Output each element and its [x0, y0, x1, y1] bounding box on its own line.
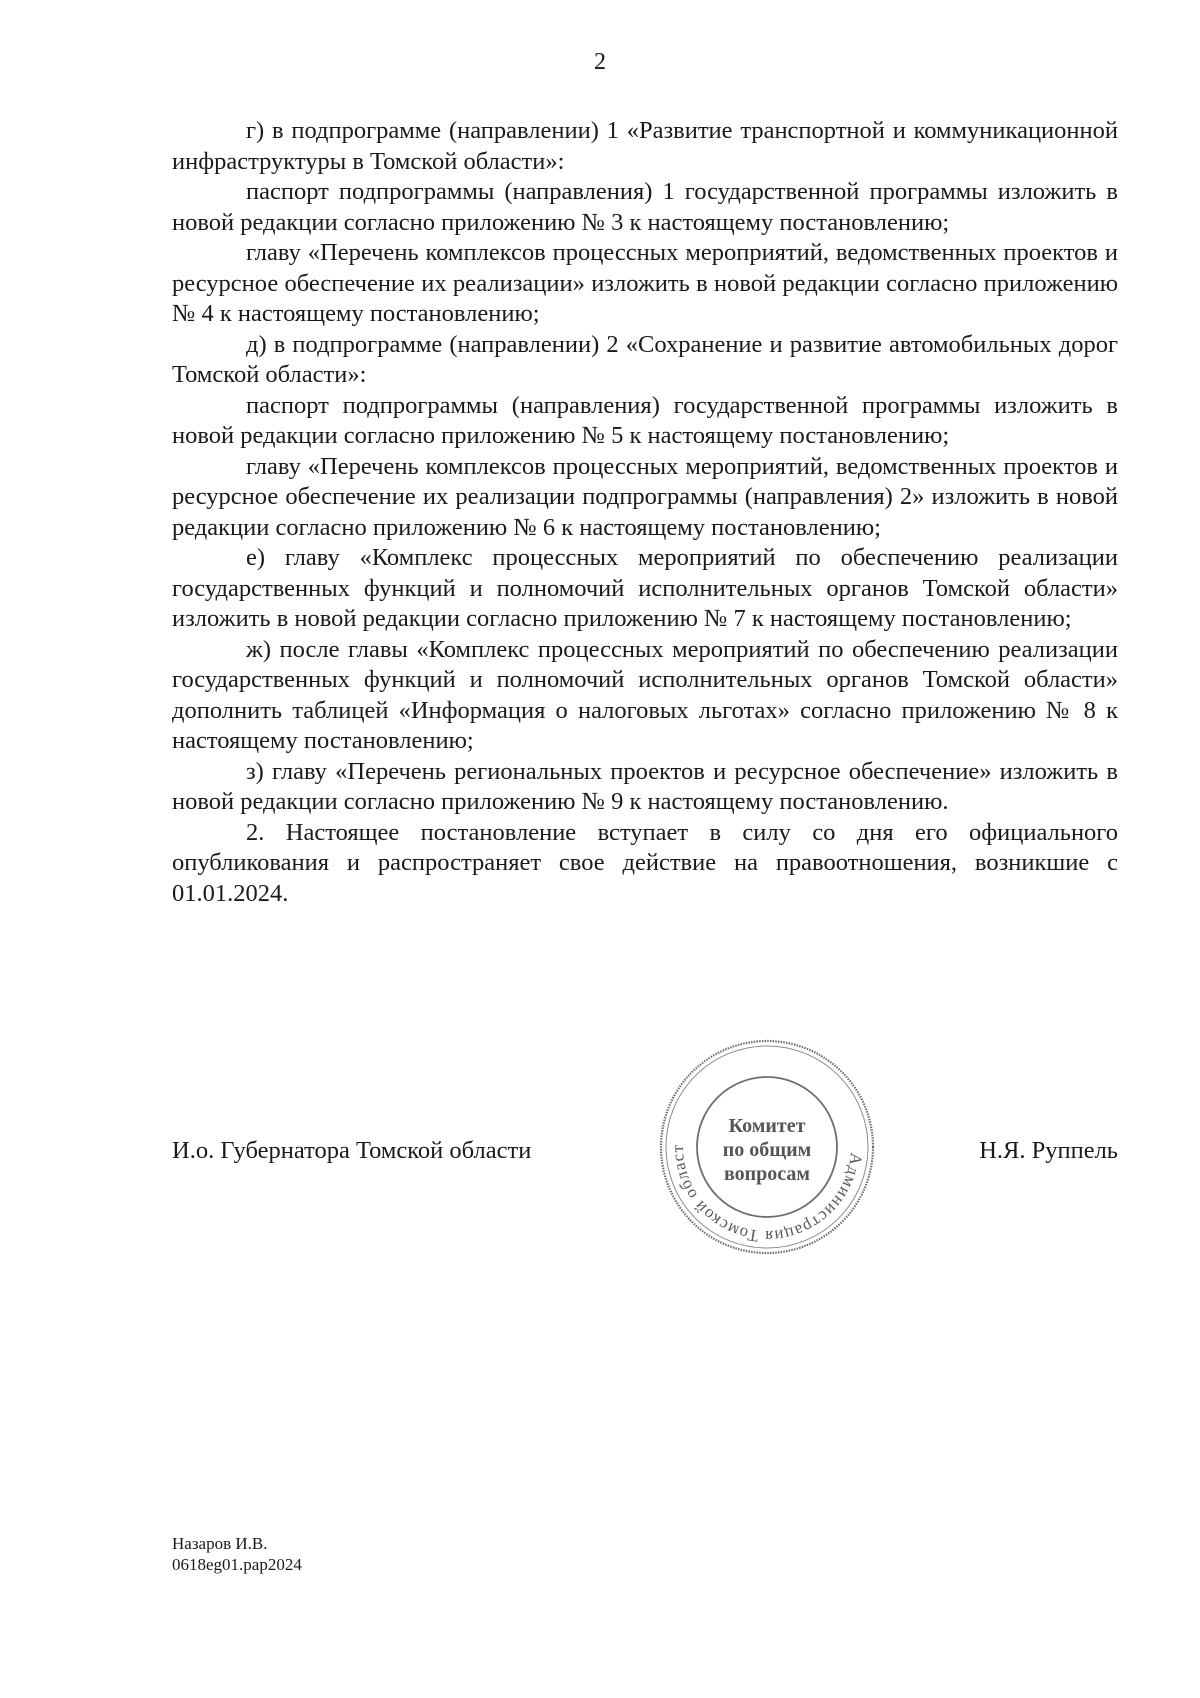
seal-graphic: [656, 1036, 878, 1258]
paragraph-chapter-complexes-1: главу «Перечень комплексов процессных мероприятий, ведомственных проектов и ресурсное обеспечение их реализации» изложить в новой редакции согласно приложению № 4 к настоящему постановлению;: [172, 239, 1118, 327]
document-body: [172, 116, 1118, 909]
executor-name: Назаров И.В.: [172, 1534, 268, 1553]
seal-inner-line-3: вопросам: [723, 1163, 811, 1185]
executor-info: [172, 1533, 302, 1575]
paragraph-chapter-complexes-2: главу «Перечень комплексов процессных мероприятий, ведомственных проектов и ресурсное обеспечение их реализации подпрограммы (направления) 2» изложить в новой редакции согласно приложению № 6 к настоящему постановлению;: [172, 452, 1118, 541]
seal-outer-textpath: Администрация Томской област: [667, 1143, 866, 1247]
paragraph-effective-date: 2. Настоящее постановление вступает в силу со дня его официального опубликования и распространяет свое действие на правоотношения, возникшие с 01.01.2024.: [172, 818, 1118, 907]
paragraph-zh-tax-benefits: ж) после главы «Комплекс процессных мероприятий по обеспечению реализации государственных функций и полномочий исполнительных органов Томской области» дополнить таблицей «Информация о налоговых льготах» согласно приложению № 8 к настоящему постановлению;: [172, 635, 1118, 754]
seal-inner-line-2: по общим: [722, 1139, 812, 1161]
paragraph-passport-subprogram-2: паспорт подпрограммы (направления) государственной программы изложить в новой редакции согласно приложению № 5 к настоящему постановлению;: [172, 391, 1118, 449]
signature-block: [172, 1136, 1118, 1176]
official-seal-stamp: [656, 1036, 878, 1258]
signer-name: Н.Я. Руппель: [979, 1137, 1118, 1164]
paragraph-z-regional-projects: з) главу «Перечень региональных проектов и ресурсное обеспечение» изложить в новой редакции согласно приложению № 9 к настоящему постановлению.: [172, 757, 1118, 815]
paragraph-e-state-functions: е) главу «Комплекс процессных мероприятий по обеспечению реализации государственных функций и полномочий исполнительных органов Томской области» изложить в новой редакции согласно приложению № 7 к настоящему постановлению;: [172, 544, 1118, 632]
paragraph-d-roads: д) в подпрограмме (направлении) 2 «Сохранение и развитие автомобильных дорог Томской области»:: [172, 330, 1118, 388]
paragraph-g-transport-infrastructure: г) в подпрограмме (направлении) 1 «Развитие транспортной и коммуникационной инфраструктуры в Томской области»:: [172, 117, 1118, 175]
executor-file-code: 0618eg01.pap2024: [172, 1555, 302, 1574]
signer-position: И.о. Губернатора Томской области: [172, 1137, 532, 1164]
seal-inner-line-1: Комитет: [728, 1115, 806, 1137]
paragraph-passport-subprogram-1: паспорт подпрограммы (направления) 1 государственной программы изложить в новой редакции согласно приложению № 3 к настоящему постановлению;: [172, 178, 1118, 236]
page-number: 2: [594, 49, 606, 75]
